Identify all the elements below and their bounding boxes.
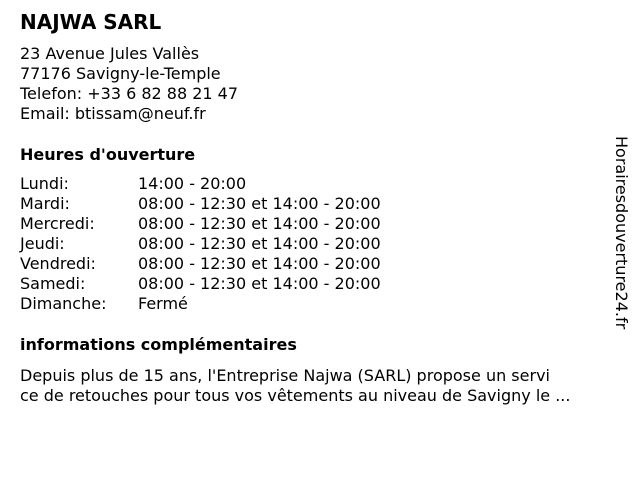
phone-number: Telefon: +33 6 82 88 21 47 — [20, 84, 239, 103]
day-label: Samedi: — [20, 274, 86, 293]
time-value: 08:00 - 12:30 et 14:00 - 20:00 — [138, 234, 381, 253]
day-label: Vendredi: — [20, 254, 96, 273]
time-value: 08:00 - 12:30 et 14:00 - 20:00 — [138, 214, 381, 233]
time-value: 08:00 - 12:30 et 14:00 - 20:00 — [138, 254, 381, 273]
address-street: 23 Avenue Jules Vallès — [20, 44, 200, 63]
day-label: Mercredi: — [20, 214, 95, 233]
info-heading: informations complémentaires — [20, 335, 297, 354]
time-value: Fermé — [138, 294, 188, 313]
description-text — [20, 366, 600, 406]
day-label: Lundi: — [20, 174, 69, 193]
watermark-text: Horairesdouverture24.fr — [612, 136, 631, 330]
business-name: NAJWA SARL — [20, 10, 162, 34]
time-value: 14:00 - 20:00 — [138, 174, 247, 193]
description-line: ce de retouches pour tous vos vêtements au niveau de Savigny le ... — [20, 386, 571, 405]
day-label: Dimanche: — [20, 294, 107, 313]
day-label: Mardi: — [20, 194, 70, 213]
day-label: Jeudi: — [20, 234, 65, 253]
time-value: 08:00 - 12:30 et 14:00 - 20:00 — [138, 194, 381, 213]
time-value: 08:00 - 12:30 et 14:00 - 20:00 — [138, 274, 381, 293]
description-line: Depuis plus de 15 ans, l'Entreprise Najwa (SARL) propose un servi — [20, 366, 550, 385]
hours-heading: Heures d'ouverture — [20, 145, 196, 164]
contact-block — [20, 44, 238, 124]
address-city: 77176 Savigny-le-Temple — [20, 64, 221, 83]
email-address: Email: btissam@neuf.fr — [20, 104, 206, 123]
